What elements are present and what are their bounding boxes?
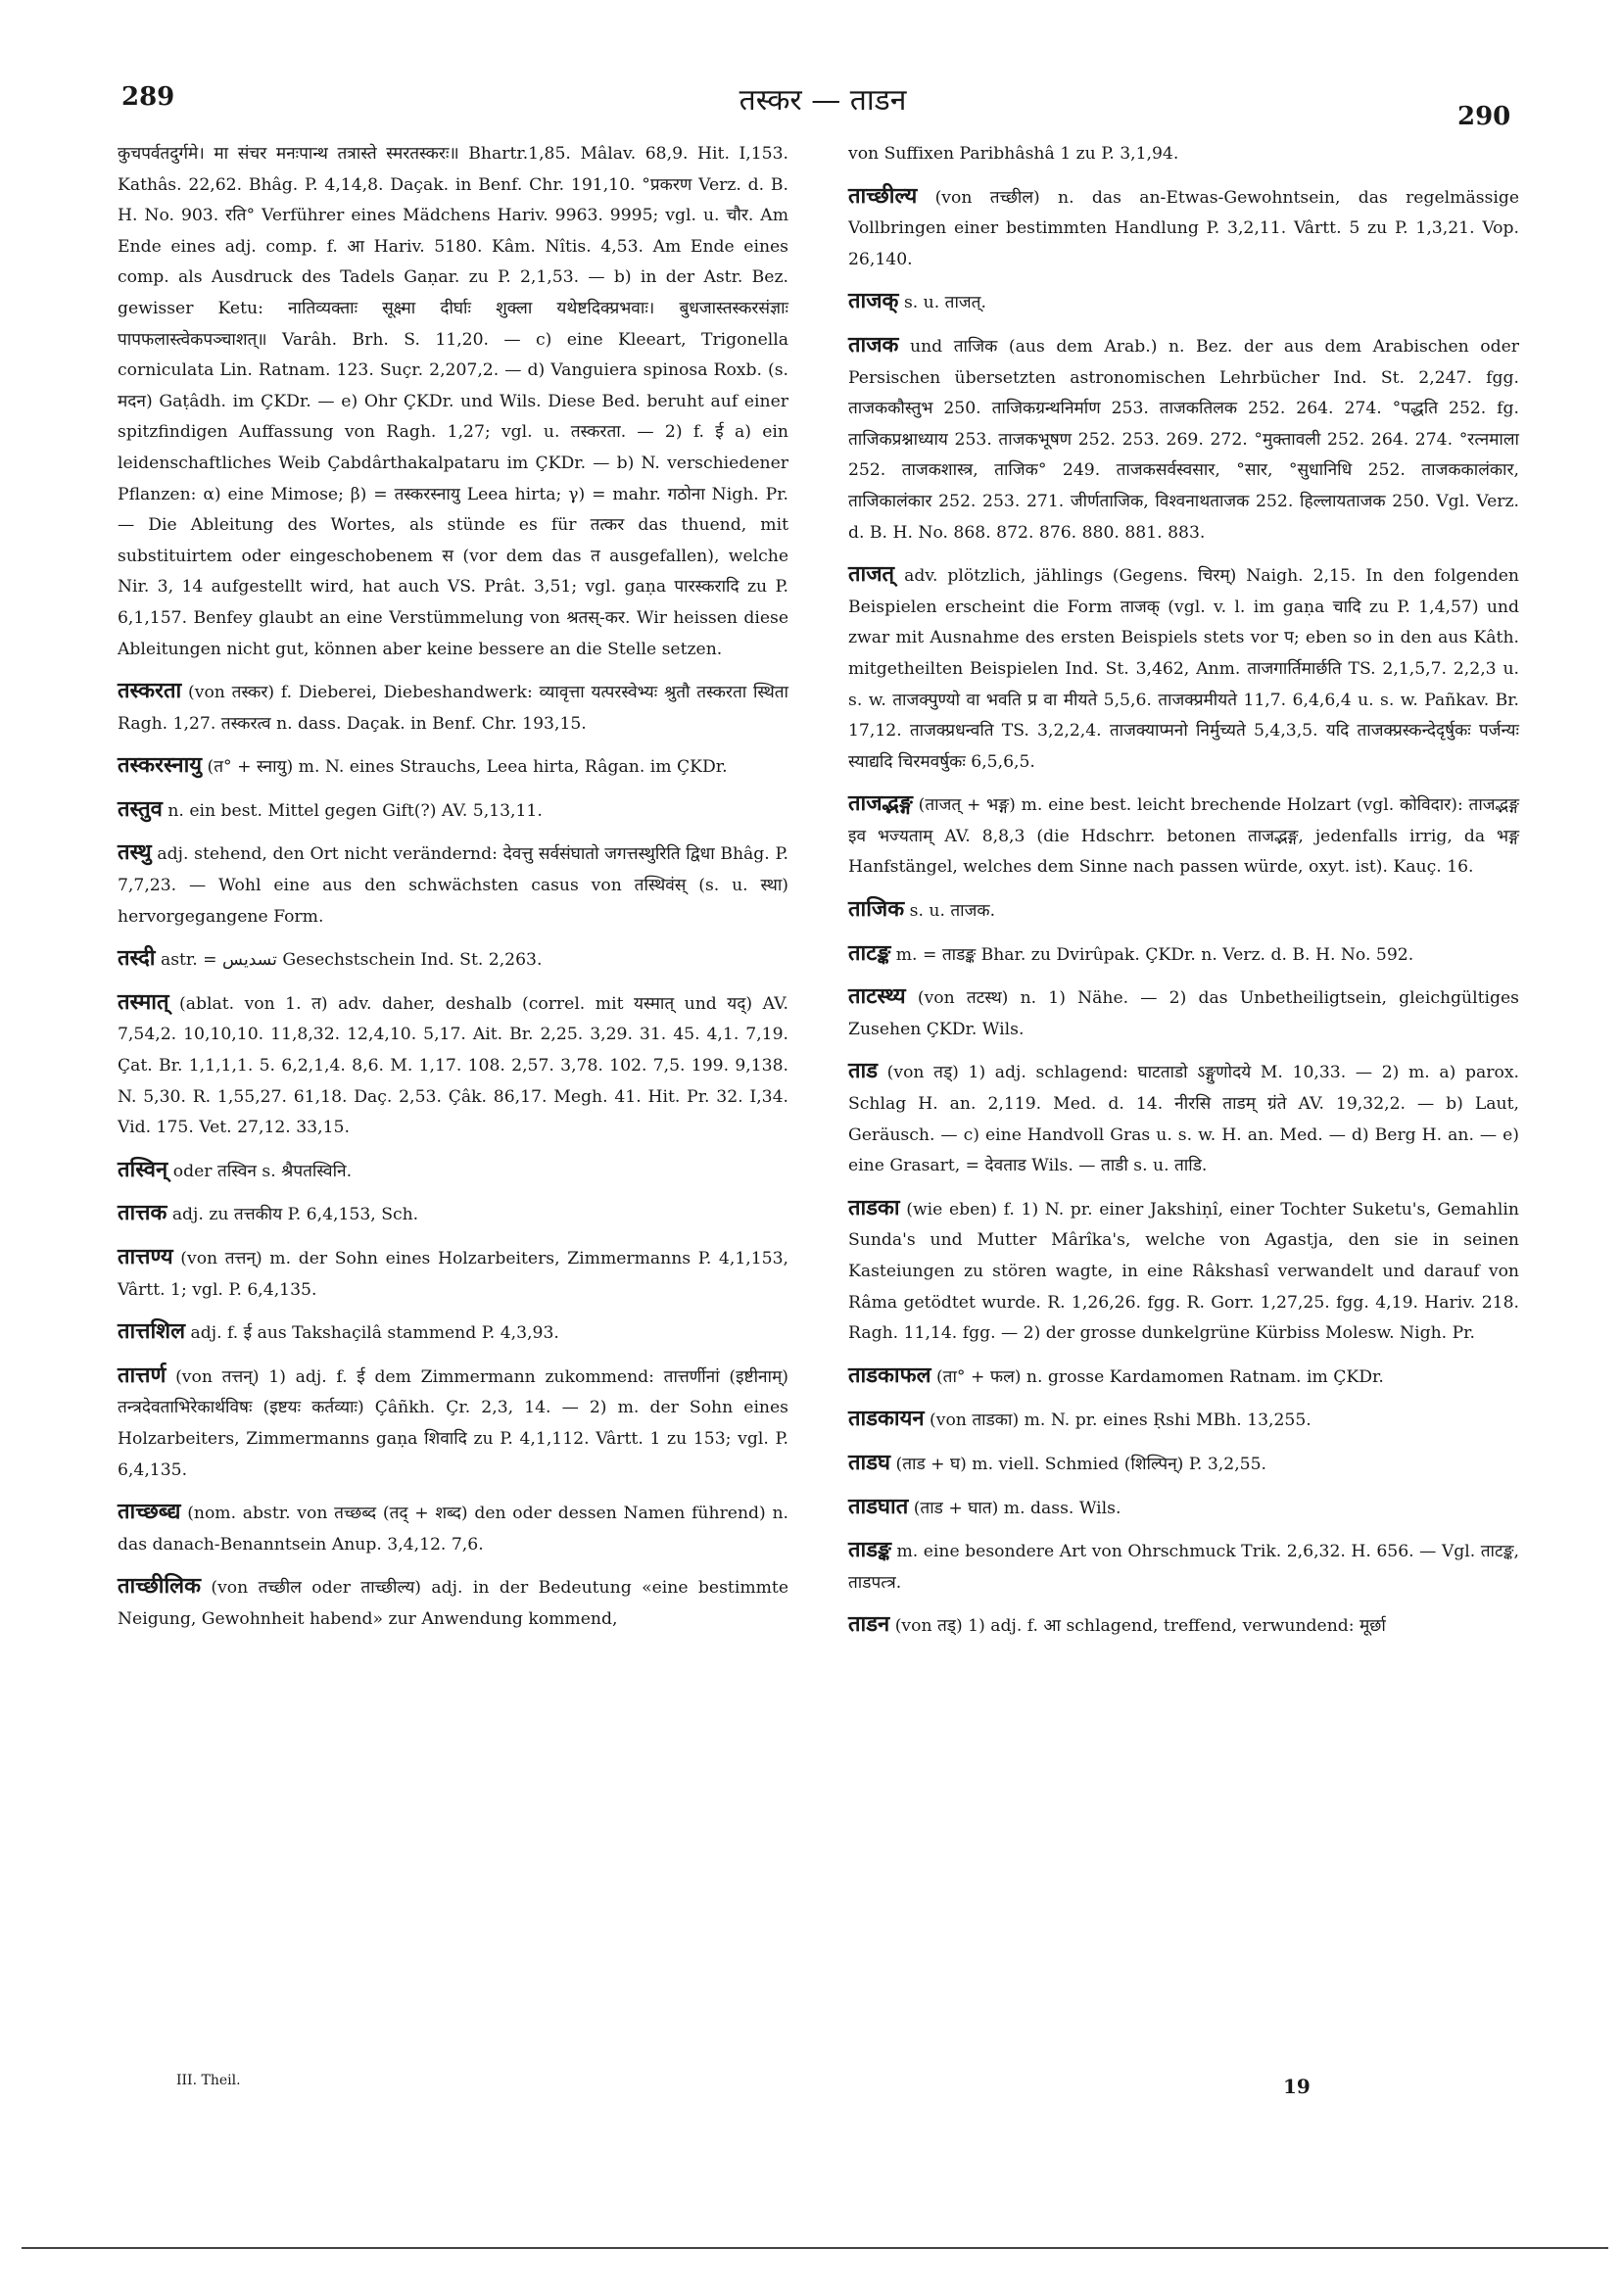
entry-text: (ablat. von 1. त) adv. daher, deshalb (correl. mit यस्मात् und यद्) AV. 7,54,2. 10,10,10. 11,8,32. 12,4,10. 5,17. Ait. Br. 2,25. 3,29. 31. 45. 4,1. 7,19. Çat. Br. 1,1,1,1. 5. 6,2,1,4. 8,6. M. 1,17. 108. 2,57. 3,78. 102. 7,5. 199. 9,138. N. 5,30. R. 1,55,27. 61,18. Daç. 2,53. Çâk. 86,17. Megh. 41. Hit. Pr. 32. I,34. Vid. 175. Vet. 27,12. 33,15. (118, 993, 788, 1138)
entry-text: (von तच्छील) n. das an-Etwas-Gewohntsein, das regelmässige Vollbringen einer bestimmten Handlung P. 3,2,11. Vârtt. 5 zu P. 1,3,21. Vop. 26,140. (848, 187, 1520, 269)
entry-text: adj. zu तत्तकीय P. 6,4,153, Sch. (171, 1205, 419, 1225)
entry-headword: ताडघ (848, 1449, 891, 1475)
entry-headword: तस्थु (118, 839, 152, 866)
entry-headword: ताजक् (848, 288, 899, 314)
entry-text: (von तस्कर) f. Dieberei, Diebeshandwerk: व्यावृत्ता यत्परस्वेभ्यः श्रुतौ तस्करता स्थिता Ragh. 1,27. तस्करत्व n. dass. Daçak. in Benf. Chr. 193,15. (118, 683, 789, 734)
entry-headword: तात्तर्ण (118, 1362, 167, 1388)
dictionary-entry (118, 1316, 788, 1350)
dictionary-entry (848, 559, 1519, 778)
entry-text: astr. = تسدیس Gesechstschein Ind. St. 2,263. (160, 950, 543, 971)
dictionary-entry (118, 943, 788, 977)
entry-headword: ताड (848, 1058, 879, 1084)
entry-text: (von ताडका) m. N. pr. eines Ṛshi MBh. 13,255. (930, 1411, 1312, 1431)
dictionary-entry (848, 1492, 1519, 1525)
entry-text: m. = ताडङ्क Bhar. zu Dvirûpak. ÇKDr. n. Verz. d. B. H. No. 592. (895, 944, 1414, 965)
right-column (848, 139, 1519, 1653)
dictionary-entry (848, 938, 1519, 972)
entry-headword: तस्तुव (118, 795, 163, 822)
entry-headword: ताच्छील्य (848, 182, 918, 209)
left-column (118, 139, 788, 1647)
entry-text: s. u. ताजक. (909, 901, 996, 922)
dictionary-entry (848, 789, 1519, 884)
entry-text: (nom. abstr. von तच्छब्द (तद् + शब्द) den oder dessen Namen führend) n. das danach-Benanntsein Anup. 3,4,12. 7,6. (118, 1504, 788, 1555)
dictionary-entry (118, 1571, 788, 1635)
entry-text: von Suffixen Paribhâshâ 1 zu P. 3,1,94. (848, 144, 1179, 164)
entry-headword: ताटस्थ्य (848, 983, 906, 1010)
entry-text: s. u. ताजत्. (903, 293, 986, 313)
entry-text: (ताजत् + भङ्ग) m. eine best. leicht brechende Holzart (vgl. कोविदार): ताजद्भङ्ग इव भज्यताम् AV. 8,8,3 (die Hdschrr. betonen ताजद्भङ्ग, jedenfalls irrig, da भङ्ग Hanfstängel, welches dem Sinne nach passen würde, oxyt. ist). Kauç. 16. (848, 795, 1519, 878)
entry-headword: तात्तशिल (118, 1318, 186, 1345)
entry-text: (von तड्) 1) adj. f. आ schlagend, treffend, verwundend: मूर्छा (894, 1616, 1386, 1637)
entry-text: adj. f. ई aus Takshaçilâ stammend P. 4,3,93. (190, 1323, 559, 1344)
dictionary-entry (848, 1609, 1519, 1643)
entry-headword: तस्विन् (118, 1156, 168, 1182)
dictionary-entry (118, 1198, 788, 1231)
bottom-rule (22, 2247, 1608, 2249)
dictionary-entry (118, 1497, 788, 1560)
entry-headword: ताडकायन (848, 1406, 925, 1432)
entry-text: n. ein best. Mittel gegen Gift(?) AV. 5,13,11. (167, 800, 543, 821)
entry-text: कुचपर्वतदुर्गमे। मा संचर मनःपान्थ तत्रास्ते स्मरतस्करः॥ Bhartr.1,85. Mâlav. 68,9. Hit. I,153. Kathâs. 22,62. Bhâg. P. 4,14,8. Daçak. in Benf. Chr. 191,10. °प्रकरण Verz. d. B. H. No. 903. रति° Verführer eines Mädchens Hariv. 9963. 9995; vgl. u. चौर. Am Ende eines adj. comp. f. आ Hariv. 5180. Kâm. Nîtis. 4,53. Am Ende eines comp. als Ausdruck des Tadels Gaṇar. zu P. 2,1,53. — b) in der Astr. Bez. gewisser Ketu: नातिव्यक्ताः सूक्ष्मा दीर्घाः शुक्ला यथेष्टदिक्प्रभवाः। बुधजास्तस्करसंज्ञाः पापफलास्त्वेकपञ्चाशत्॥ Varâh. Brh. S. 11,20. — c) eine Kleeart, Trigonella corniculata Lin. Ratnam. 123. Suçr. 2,207,2. — d) Vanguiera spinosa Roxb. (s. मदन) Gaṭâdh. im ÇKDr. — e) Ohr ÇKDr. und Wils. Diese Bed. beruht auf einer spitzfindigen Auffassung von Ragh. 1,27; vgl. u. तस्करता. — 2) f. ई a) ein leidenschaftliches Weib Çabdârthakalpataru im ÇKDr. — b) N. verschiedener Pflanzen: α) eine Mimose; β) = तस्करस्नायु Leea hirta; γ) = mahr. गठोना Nigh. Pr. — Die Ableitung des Wortes, als stünde es für तत्कर das thuend, mit substituirtem oder eingeschobenem स (vor dem das त ausgefallen), welche Nir. 3, 14 aufgestellt wird, hat auch VS. Prât. 3,51; vgl. gaṇa पारस्करादि zu P. 6,1,157. Benfey glaubt an eine Verstümmelung von श्रतस्-कर. Wir heissen diese Ableitungen nicht gut, können aber keine bessere an die Stelle setzen. (118, 144, 788, 659)
dictionary-entry (848, 981, 1519, 1045)
page-number-left: 289 (121, 82, 175, 112)
entry-headword: ताजिक (848, 896, 905, 923)
entry-headword: ताच्छीलिक (118, 1573, 201, 1600)
dictionary-entry (118, 1155, 788, 1188)
entry-text: (von तड्) 1) adj. schlagend: घाटताडो ऽङ्गुणोदये M. 10,33. — 2) m. a) parox. Schlag H. an. 2,119. Med. d. 14. नीरसि ताडम् ग्रंते AV. 19,32,2. — b) Laut, Geräusch. — c) eine Handvoll Gras u. s. w. H. an. Med. — d) Berg H. an. — e) eine Grasart, = देवताड Wils. — ताडी s. u. ताडि. (848, 1063, 1519, 1176)
entry-headword: ताजद्भङ्ग (848, 790, 913, 817)
dictionary-entry (848, 894, 1519, 928)
entry-headword: तस्मात् (118, 988, 169, 1015)
entry-headword: ताडघात (848, 1493, 909, 1519)
dictionary-entry (118, 837, 788, 933)
entry-headword: ताजत् (848, 561, 895, 588)
entry-text: (von तच्छील oder ताच्छील्य) adj. in der Bedeutung «eine bestimmte Neigung, Gewohnheit habend» zur Anwendung kommend, (118, 1578, 788, 1629)
page-number-right: 290 (1457, 102, 1511, 131)
dictionary-entry (848, 1535, 1519, 1599)
dictionary-entry (118, 1242, 788, 1306)
entry-headword: ताजक (848, 331, 899, 358)
entry-headword: ताडका (848, 1194, 900, 1220)
dictionary-entry (848, 1193, 1519, 1350)
volume-note: III. Theil. (176, 2073, 241, 2088)
entry-headword: तस्दी (118, 945, 156, 972)
entry-headword: ताडङ्क (848, 1537, 891, 1563)
entry-text: (ता° + फल) n. grosse Kardamomen Ratnam. im ÇKDr. (935, 1366, 1384, 1387)
entry-text: und ताजिक (aus dem Arab.) n. Bez. der aus dem Arabischen oder Persischen übersetzten astronomischen Lehrbücher Ind. St. 2,247. fgg. ताजककौस्तुभ 250. ताजिकग्रन्थनिर्माण 253. ताजकतिलक 252. 264. 274. °पद्धति 252. fg. ताजिकप्रश्नाध्याय 253. ताजकभूषण 252. 253. 269. 272. °मुक्तावली 252. 264. 274. °रत्नमाला 252. ताजकशास्त्र, ताजिक° 249. ताजकसर्वस्वसार, °सार, °सुधानिधि 252. ताजककालंकार, ताजिकालंकार 252. 253. 271. जीर्णताजिक, विश्वनाथताजक 252. हिल्लायताजक 250. Vgl. Verz. d. B. H. No. 868. 872. 876. 880. 881. 883. (848, 336, 1519, 543)
entry-headword: ताडन (848, 1611, 890, 1638)
dictionary-entry (848, 1404, 1519, 1437)
dictionary-entry (848, 139, 1519, 170)
signature-mark: 19 (1283, 2075, 1311, 2098)
entry-headword: तस्करता (118, 678, 182, 704)
entry-text: (wie eben) f. 1) N. pr. einer Jakshiṇî, einer Tochter Suketu's, Gemahlin Sunda's und Mutter Mârîka's, welche von Agastja, den sie in seinen Kasteiungen zu stören wagte, in eine Râkshasî verwandelt und darauf von Râma getödtet wurde. R. 1,26,26. fgg. R. Gorr. 1,27,25. fgg. 4,19. Hariv. 218. Ragh. 11,14. fgg. — 2) der grosse dunkelgrüne Kürbiss Molesw. Nigh. Pr. (848, 1199, 1519, 1344)
entry-text: adv. plötzlich, jählings (Gegens. चिरम्) Naigh. 2,15. In den folgenden Beispielen erscheint die Form ताजक् (vgl. v. l. im gaṇa चादि zu P. 1,4,57) und zwar mit Ausnahme des ersten Beispiels stets vor प; eben so in den aus Kâth. mitgetheilten Beispielen Ind. St. 3,462, Anm. ताजगार्तिमार्छति TS. 2,1,5,7. 2,2,3 u. s. w. ताजक्पुण्यो वा भवति प्र वा मीयते 5,5,6. ताजक्प्रमीयते 11,7. 6,4,6,4 u. s. w. Pañkav. Br. 17,12. ताजक्प्रधन्वति TS. 3,2,2,4. ताजक्याप्मनो निर्मुच्यते 5,4,3,5. यदि ताजक्प्रस्कन्देदृर्षुकः पर्जन्यः स्याद्यदि चिरमवर्षुकः 6,5,6,5. (848, 566, 1519, 772)
dictionary-entry (848, 1056, 1519, 1181)
entry-headword: ताडकाफल (848, 1362, 931, 1388)
dictionary-entry (118, 1361, 788, 1486)
entry-text: (von तत्तन्) 1) adj. f. ई dem Zimmermann zukommend: तात्तर्णीनां (इष्टीनाम्) तन्त्रदेवताभिरेकार्थविषः (इष्टयः कर्तव्याः) Çâñkh. Çr. 2,3, 14. — 2) m. der Sohn eines Holzarbeiters, Zimmermanns gaṇa शिवादि zu P. 4,1,112. Vârtt. 1 zu 153; vgl. P. 6,4,135. (118, 1366, 788, 1480)
entry-headword: ताटङ्क (848, 939, 891, 966)
running-head: तस्कर — ताडन (739, 83, 907, 118)
dictionary-entry (118, 676, 788, 740)
entry-text: (ताड + घात) m. dass. Wils. (913, 1498, 1121, 1518)
entry-headword: तात्तक (118, 1200, 167, 1226)
entry-text: oder तस्विन s. श्रैपतस्विनि. (172, 1161, 353, 1181)
entry-text: (von तटस्थ) n. 1) Nähe. — 2) das Unbetheiligtsein, gleichgültiges Zusehen ÇKDr. Wils. (848, 988, 1520, 1039)
dictionary-entry (118, 750, 788, 784)
dictionary-entry (118, 139, 788, 665)
entry-text: (von तत्तन्) m. der Sohn eines Holzarbeiters, Zimmermanns P. 4,1,153, Vârtt. 1; vgl. P. 6,4,135. (118, 1249, 789, 1300)
dictionary-entry (848, 330, 1519, 549)
entry-text: (त° + स्नायु) m. N. eines Strauchs, Leea hirta, Râgan. im ÇKDr. (207, 757, 728, 778)
dictionary-entry (848, 1448, 1519, 1481)
dictionary-entry (118, 794, 788, 828)
entry-text: (ताड + घ) m. viell. Schmied (शिल्पिन्) P. 3,2,55. (895, 1454, 1266, 1474)
dictionary-entry (848, 286, 1519, 319)
entry-text: adj. stehend, den Ort nicht verändernd: देवत्तु सर्वसंघातो जगत्तस्थुरिति द्विधा Bhâg. P. 7,7,23. — Wohl eine aus den schwächsten casus von तस्थिवंस् (s. u. स्था) hervorgegangene Form. (118, 844, 788, 927)
entry-headword: तस्करस्नायु (118, 752, 203, 779)
dictionary-entry (848, 181, 1519, 276)
entry-headword: ताच्छब्द्य (118, 1499, 181, 1525)
dictionary-entry (848, 1361, 1519, 1394)
dictionary-entry (118, 987, 788, 1144)
entry-headword: तात्तण्य (118, 1244, 173, 1269)
entry-text: m. eine besondere Art von Ohrschmuck Trik. 2,6,32. H. 656. — Vgl. ताटङ्क, ताडपत्त्र. (848, 1542, 1519, 1593)
